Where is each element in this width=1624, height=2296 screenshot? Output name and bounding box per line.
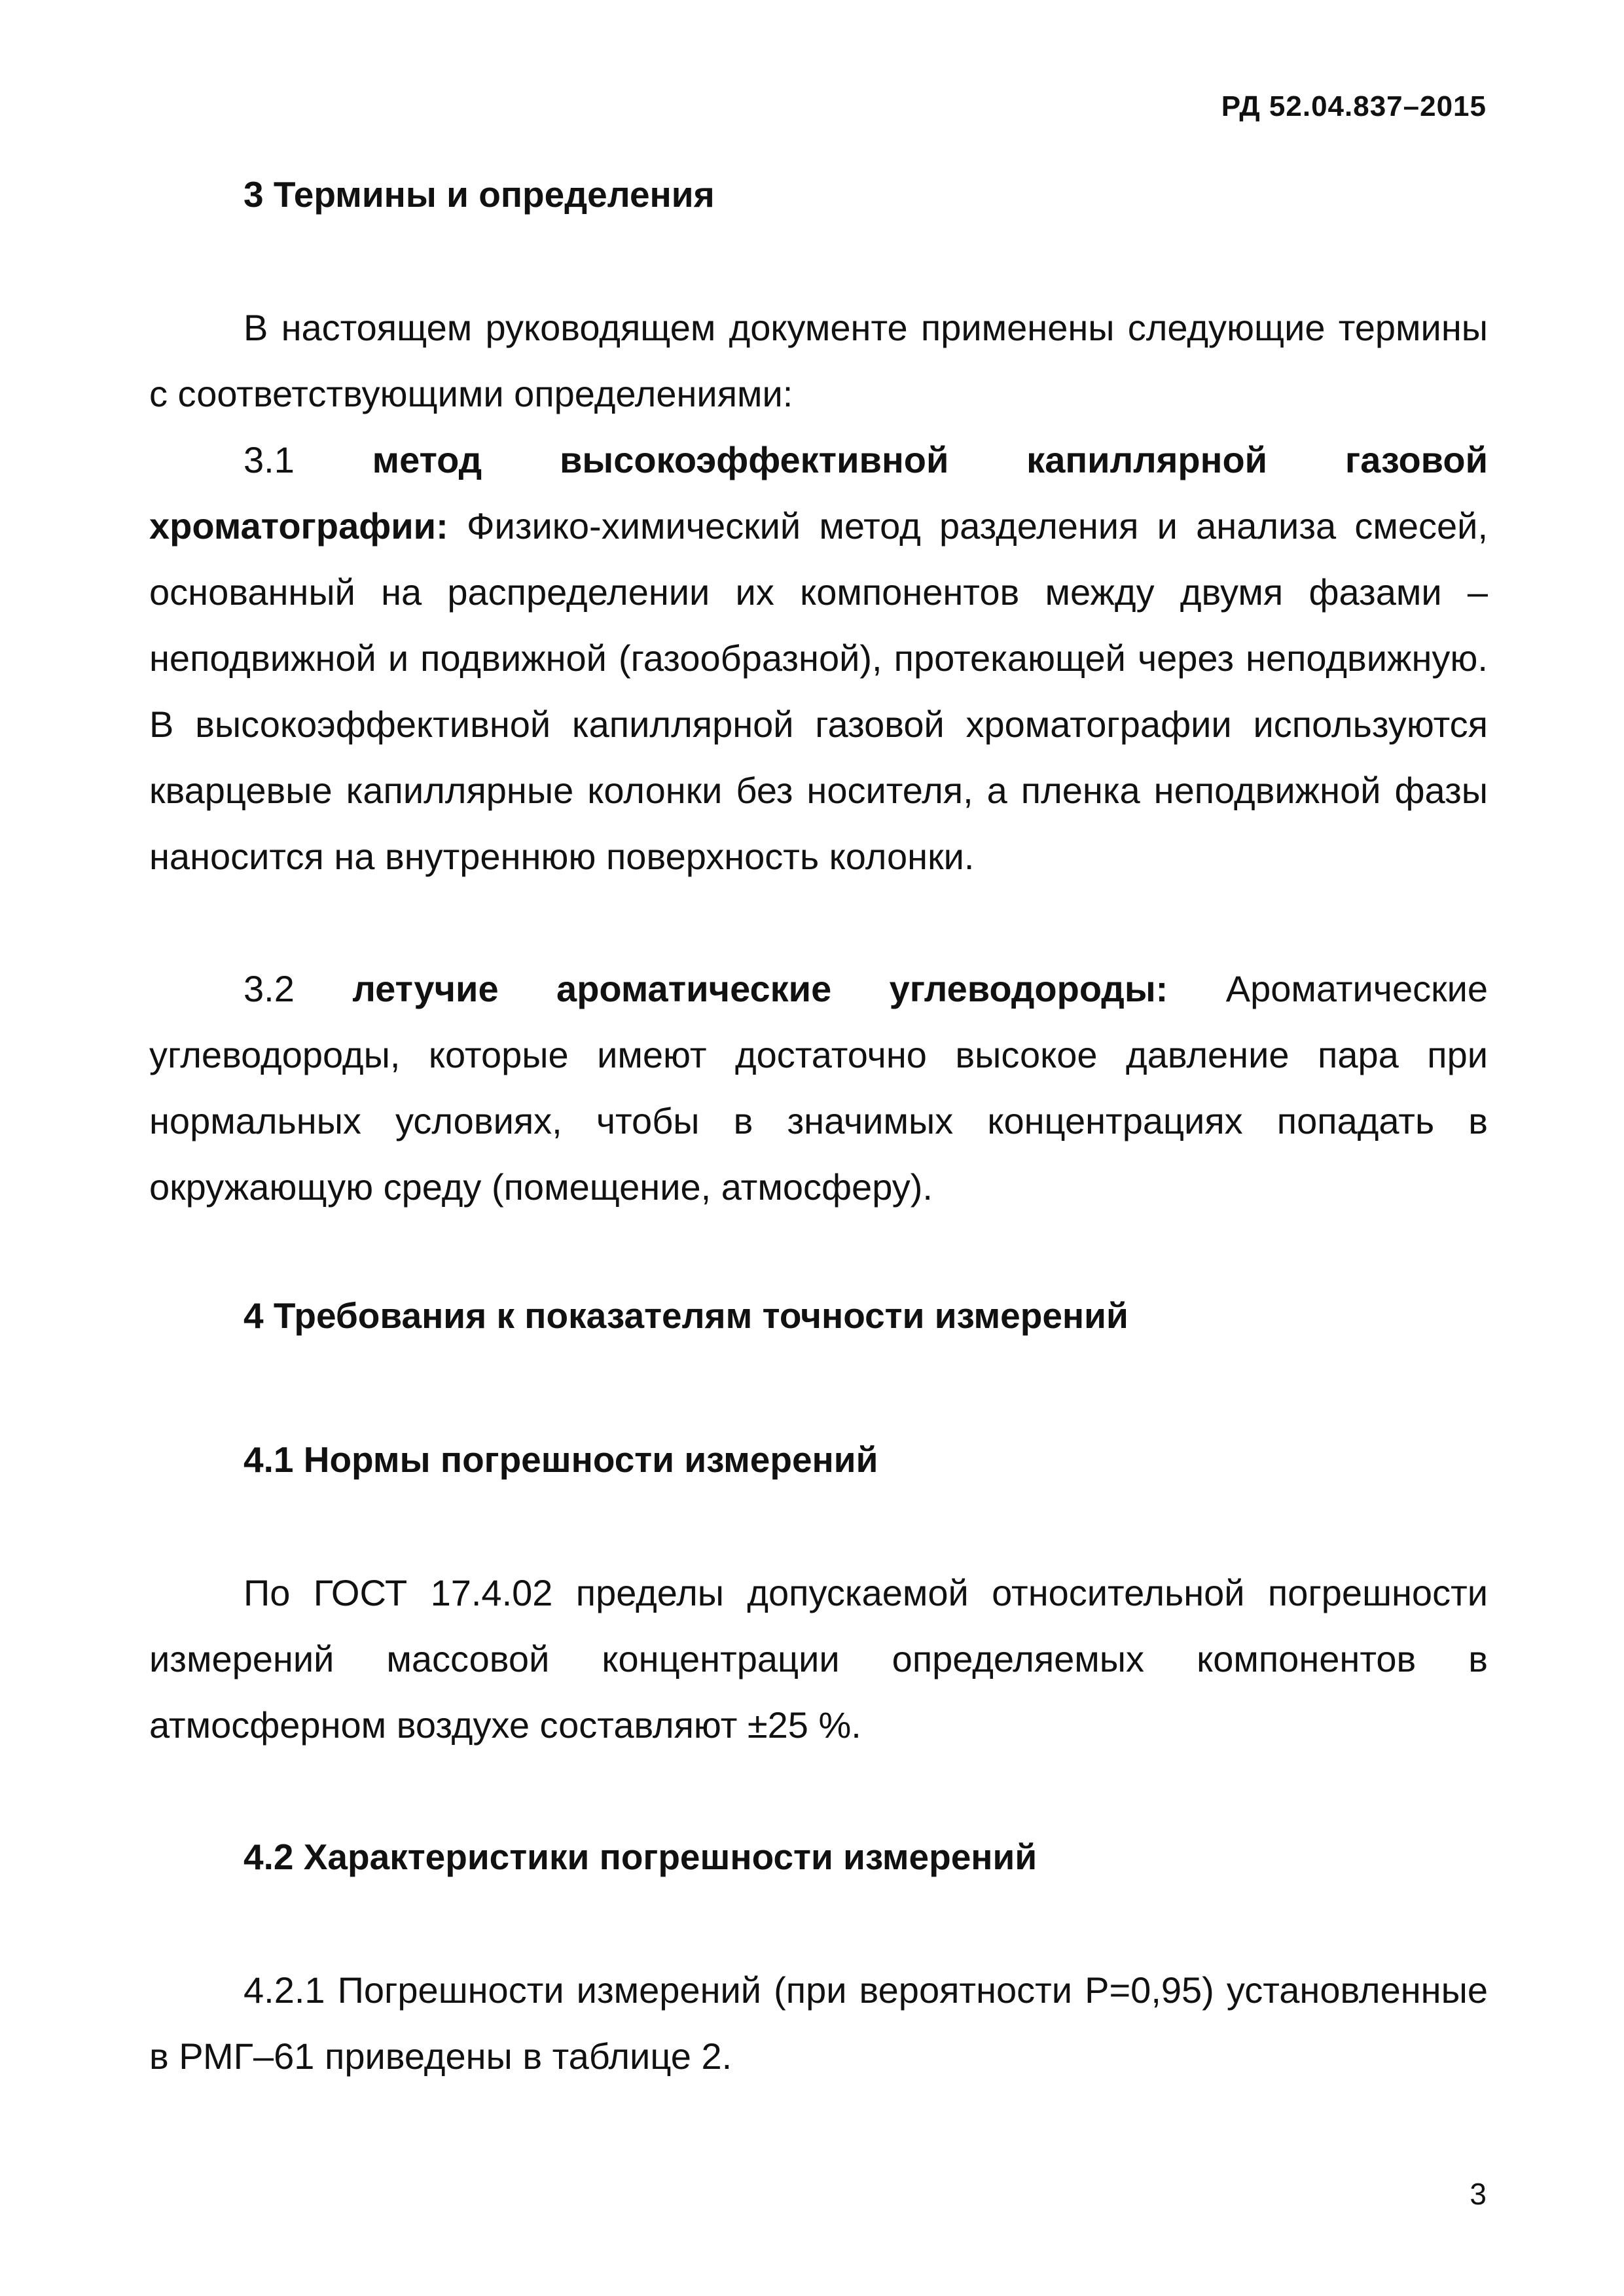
section-3-intro: В настоящем руководящем документе применены следующие термины с соответствующими определениями: [149, 307, 1488, 414]
term-3-2-definition: Ароматические углеводороды, которые имеют достаточно высокое давление пара при нормальных условиях, чтобы в значимых концентрациях попадать в окружающую среду (помещение, атмосферу). [149, 968, 1489, 1208]
document-code: РД 52.04.837–2015 [1221, 90, 1487, 122]
page-number: 3 [1470, 2177, 1487, 2211]
section-3-heading: 3 Термины и определения [244, 174, 715, 215]
term-3-1-term: метод высокоэффективной капиллярной газовой хроматографии: [149, 439, 1488, 547]
term-3-1 [149, 427, 1488, 889]
term-3-1-number: 3.1 [244, 439, 295, 480]
section-4-1-heading: 4.1 Нормы погрешности измерений [244, 1439, 878, 1480]
term-3-2 [149, 956, 1488, 1220]
term-3-2-term: летучие ароматические углеводороды: [352, 968, 1168, 1009]
term-3-1-definition: Физико-химический метод разделения и анализа смесей, основанный на распределении их компонентов между двумя фазами – неподвижной и подвижной (газообразной), протекающей через неподвижную. В высокоэффективной капиллярной газовой хроматографии используются кварцевые капиллярные колонки без носителя, а пленка неподвижной фазы наносится на внутреннюю поверхность колонки. [149, 505, 1489, 877]
term-3-2-number: 3.2 [244, 968, 295, 1009]
section-4-1-text: По ГОСТ 17.4.02 пределы допускаемой относительной погрешности измерений массовой концентрации определяемых компонентов в атмосферном воздухе составляют ±25 %. [149, 1572, 1488, 1746]
section-4-2-1-text: 4.2.1 Погрешности измерений (при вероятности Р=0,95) установленные в РМГ–61 приведены в таблице 2. [149, 1969, 1488, 2077]
section-4-2-heading: 4.2 Характеристики погрешности измерений [244, 1837, 1038, 1877]
section-4-heading: 4 Требования к показателям точности измерений [244, 1295, 1128, 1336]
